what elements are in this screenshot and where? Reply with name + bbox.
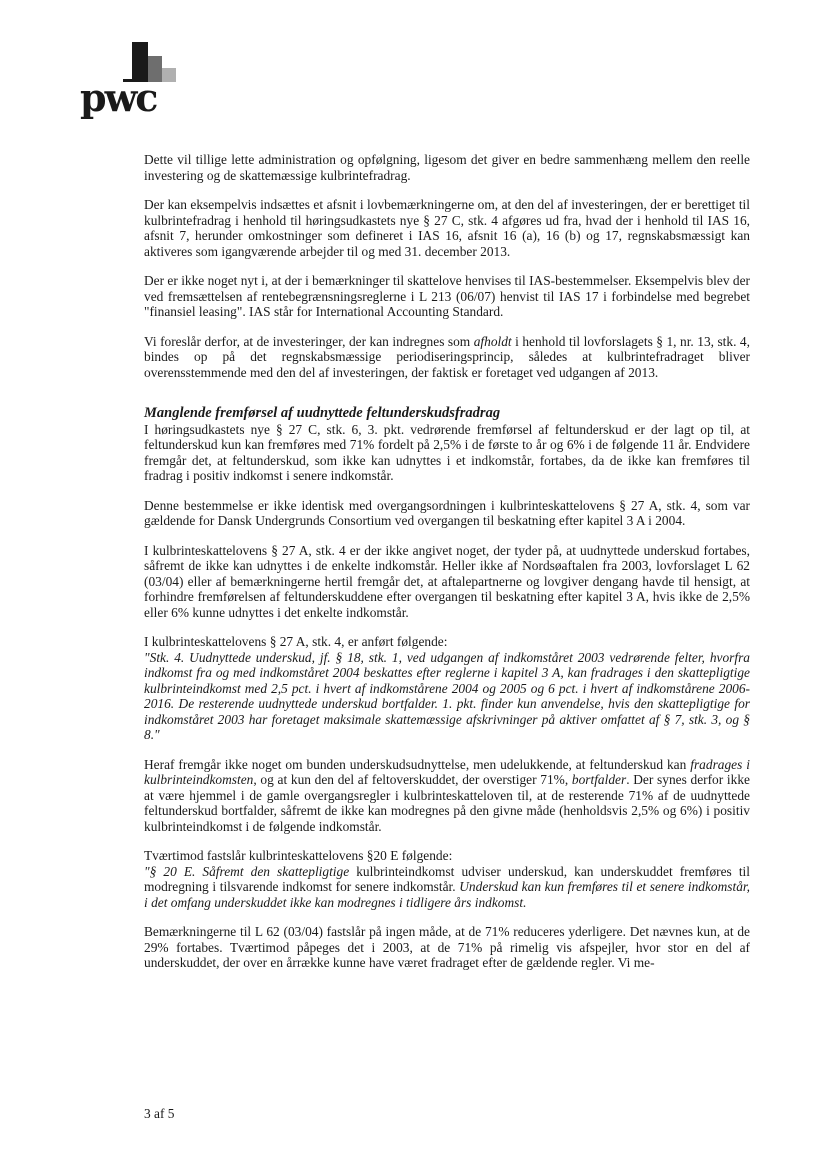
- paragraph-7: I kulbrinteskattelovens § 27 A, stk. 4 er der ikke angivet noget, der tyder på, at uudnyttede underskud fortabes, såfremt de ikke kan udnyttes i de enkelte indkomstår. Heller ikke af Nordsøaftalen fra 2003, lovforslaget L 62 (03/04) eller af bemærkningerne hertil fremgår det, at aftalepartnerne og lovgiver dengang havde til hensigt, at forhindre fremførelsen af feltunderskuddene efter overgangen til beskatning efter kapitel 3 A, hvis ikke de 2,5% eller 6% kunne udnyttes i det enkelte indkomstår.: [144, 542, 750, 620]
- paragraph-2: Der kan eksempelvis indsættes et afsnit i lovbemærkningerne om, at den del af investeringen, der er berettiget til kulbrintefradrag i henhold til høringsudkastets nye § 27 C, stk. 4 afgøres ud fra, hvad der i henhold til IAS 16, afsnit 7, herunder omkostninger som defineret i IAS 16, afsnit 16 (a), 16 (b) og 17, regnskabsmæssigt kan aktiveres som igangværende arbejder til og med 31. december 2013.: [144, 197, 750, 259]
- paragraph-10-intro: Tværtimod fastslår kulbrinteskattelovens §20 E følgende:: [144, 848, 453, 863]
- paragraph-10-emphasis-1: "§ 20 E. Såfremt den skattepligtige: [144, 863, 350, 879]
- paragraph-9-emphasis-1: fradrages i kulbrinteindkomsten: [144, 756, 750, 787]
- logo-block-light: [162, 68, 176, 82]
- paragraph-6: Denne bestemmelse er ikke identisk med overgangsordningen i kulbrinteskattelovens § 27 A, stk. 4, som var gældende for Dansk Undergrunds Consortium ved overgangen til beskatning efter kapitel 3 A i 2004.: [144, 497, 750, 528]
- paragraph-4-text-b: i henhold til lovforslagets § 1, nr. 13, stk. 4, bindes op på det regnskabsmæssige periodiseringsprincip, således at kulbrintefradraget bliver overensstemmende med den del af investeringen, der faktisk er foretaget ved udgangen af 2013.: [144, 333, 750, 380]
- pwc-logo: [80, 42, 190, 124]
- paragraph-8-intro: I kulbrinteskattelovens § 27 A, stk. 4, er anført følgende:: [144, 634, 448, 649]
- paragraph-4-text-a: Vi foreslår derfor, at de investeringer, der kan indregnes som: [144, 333, 474, 349]
- paragraph-5: I høringsudkastets nye § 27 C, stk. 6, 3. pkt. vedrørende fremførsel af feltunderskud er der lagt op til, at feltunderskud kun kan fremføres med 71% fordelt på 2,5% i de første to år og 6% i de følgende 11 år. Endvidere fremgår det, at feltunderskud, som ikke kan udnyttes i et indkomstår, fortabes, da de ikke kan fremføres til fradrag i positiv indkomst i senere indkomstår.: [144, 421, 750, 483]
- paragraph-10-emphasis-2: Underskud kan kun fremføres til et senere indkomstår, i det omfang underskuddet ikke kan modregnes i tidligere års indkomst.: [144, 879, 750, 910]
- paragraph-3: Der er ikke noget nyt i, at der i bemærkninger til skattelove henvises til IAS-bestemmelser. Eksempelvis blev der ved fremsættelsen af rentebegrænsningsreglerne i L 213 (06/07) henvist til IAS 17 i forbindelse med begrebet "finansiel leasing". IAS står for International Accounting Standard.: [144, 273, 750, 319]
- paragraph-10: [144, 848, 750, 910]
- paragraph-11: Bemærkningerne til L 62 (03/04) fastslår på ingen måde, at de 71% reduceres yderligere. Det nævnes kun, at de 29% fortabes. Tværtimod påpeges det i 2003, at de 71% på rimelig vis afspejler, hvor stor en del af underskuddet, der over en årrække kunne have været fradraget efter de gældende regler. Vi me-: [144, 924, 750, 970]
- paragraph-9-emphasis-2: bortfalder: [571, 772, 627, 787]
- paragraph-9-text-c: . Der synes derfor ikke at være hjemmel i de gamle overgangsregler i kulbrinteskatteloven til, at de resterende 71% af de uudnyttede feltunderskud bortfalder, såfremt de ikke kan modregnes på den givne måde (henholdsvis 2,5% og 6%) i positiv kulbrinteindkomst i de følgende indkomstår.: [144, 772, 750, 834]
- document-body: [144, 152, 750, 985]
- paragraph-4: [144, 334, 750, 381]
- logo-wordmark: pwc: [80, 75, 157, 120]
- paragraph-8: [144, 634, 750, 743]
- paragraph-9-text-b: , og at kun den del af feltoverskuddet, der overstiger 71%,: [253, 772, 572, 787]
- paragraph-1: Dette vil tillige lette administration og opfølgning, ligesom det giver en bedre sammenhæng mellem den reelle investering og de skattemæssige kulbrintefradrag.: [144, 152, 750, 183]
- paragraph-9-text-a: Heraf fremgår ikke noget om bunden underskudsudnyttelse, men udelukkende, at feltunderskud kan: [144, 756, 691, 772]
- paragraph-8-quote: "Stk. 4. Uudnyttede underskud, jf. § 18, stk. 1, ved udgangen af indkomståret 2003 vedrørende felter, hvorfra indkomst fra og med indkomståret 2004 beskattes efter reglerne i kapitel 3 A, kan fradrages i den skattepligtige kulbrinteindkomst med 2,5 pct. i hvert af indkomstårene 2004 og 2005 og 6 pct. i hvert af indkomstårene 2006-2016. De resterende uudnyttede underskud bortfalder. 1. pkt. finder kun anvendelse, hvis den skattepligtige for indkomståret 2003 har foretaget maksimale skattemæssige afskrivninger på aktiver omfattet af § 7, stk. 3, og § 8.": [144, 649, 750, 742]
- section-heading: Manglende fremførsel af uudnyttede feltunderskudsfradrag: [144, 405, 501, 421]
- paragraph-4-emphasis: afholdt: [473, 333, 512, 349]
- paragraph-9: [144, 757, 750, 835]
- paragraph-10-text-b: kulbrinteindkomst udviser underskud, kan underskuddet fremføres til modregning i tilsvarende indkomst for senere indkomstår.: [144, 863, 750, 894]
- page-number: 3 af 5: [144, 1106, 175, 1121]
